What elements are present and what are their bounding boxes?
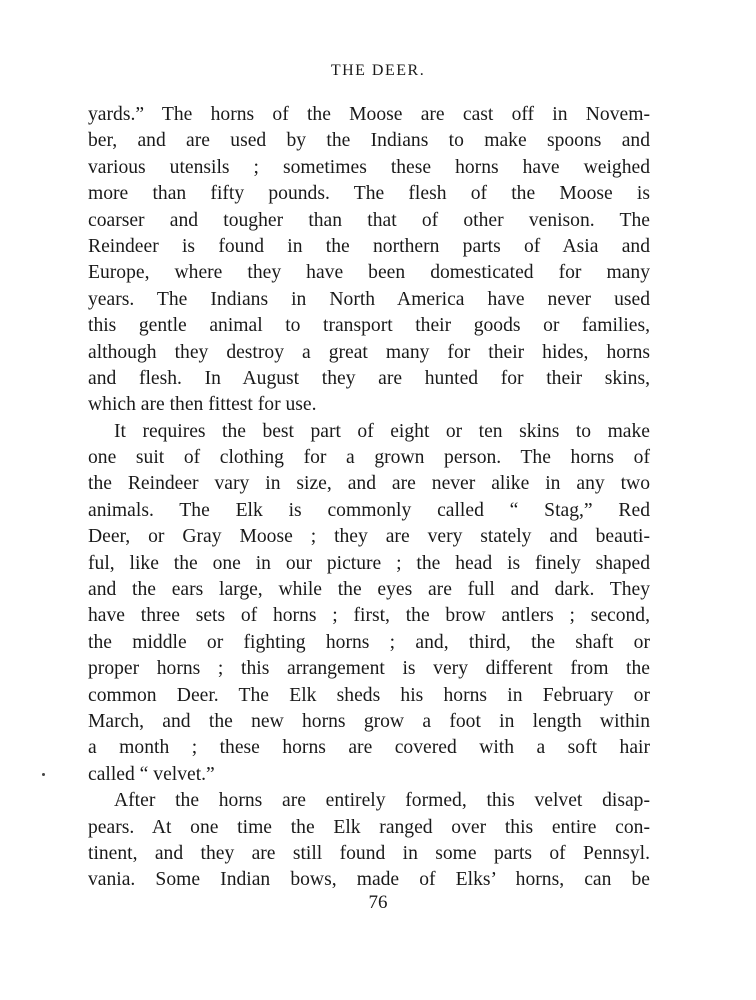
text-line: one suit of clothing for a grown person. The horns of <box>88 447 650 469</box>
text-line: this gentle animal to transport their goods or families, <box>88 315 650 337</box>
text-line: various utensils ; sometimes these horns have weighed <box>88 156 650 178</box>
paragraph-3 <box>88 788 650 894</box>
text-line: It requires the best part of eight or ten skins to make <box>114 420 650 442</box>
text-line: March, and the new horns grow a foot in length within <box>88 710 650 732</box>
text-line: ful, like the one in our picture ; the head is finely shaped <box>88 552 650 574</box>
text-line: vania. Some Indian bows, made of Elks’ horns, can be <box>88 869 650 891</box>
text-line: more than fifty pounds. The flesh of the Moose is <box>88 183 650 205</box>
page-number: 76 <box>368 892 388 913</box>
text-line: called “ velvet.” <box>88 763 215 785</box>
body-text <box>88 102 650 894</box>
running-head: THE DEER. <box>330 62 426 79</box>
text-line: yards.” The horns of the Moose are cast off in Novem- <box>88 104 650 125</box>
paragraph-2 <box>88 419 650 788</box>
text-line: although they destroy a great many for their hides, horns <box>88 341 650 363</box>
text-line: Europe, where they have been domesticated for many <box>88 262 650 284</box>
text-line: ber, and are used by the Indians to make spoons and <box>88 130 650 152</box>
text-line: and the ears large, while the eyes are full and dark. They <box>88 579 650 601</box>
text-line: common Deer. The Elk sheds his horns in February or <box>88 684 650 706</box>
text-line: Deer, or Gray Moose ; they are very stately and beauti- <box>88 526 650 548</box>
text-line: a month ; these horns are covered with a soft hair <box>88 737 650 759</box>
text-line: and flesh. In August they are hunted for their skins, <box>88 367 650 389</box>
margin-speck <box>42 773 45 776</box>
text-line: coarser and tougher than that of other venison. The <box>88 209 650 231</box>
text-line: years. The Indians in North America have never used <box>88 288 650 310</box>
text-line: the Reindeer vary in size, and are never alike in any two <box>88 473 650 495</box>
text-line: the middle or fighting horns ; and, third, the shaft or <box>88 631 650 653</box>
text-line: have three sets of horns ; first, the brow antlers ; second, <box>88 605 650 627</box>
text-line: proper horns ; this arrangement is very different from the <box>88 658 650 680</box>
text-line: After the horns are entirely formed, this velvet disap- <box>114 790 650 812</box>
text-line: pears. At one time the Elk ranged over this entire con- <box>88 816 650 838</box>
text-line: tinent, and they are still found in some parts of Pennsyl. <box>88 842 650 864</box>
text-line: which are then fittest for use. <box>88 394 317 416</box>
text-line: Reindeer is found in the northern parts of Asia and <box>88 235 650 257</box>
text-line: animals. The Elk is commonly called “ Stag,” Red <box>88 499 650 521</box>
paragraph-1 <box>88 102 650 419</box>
